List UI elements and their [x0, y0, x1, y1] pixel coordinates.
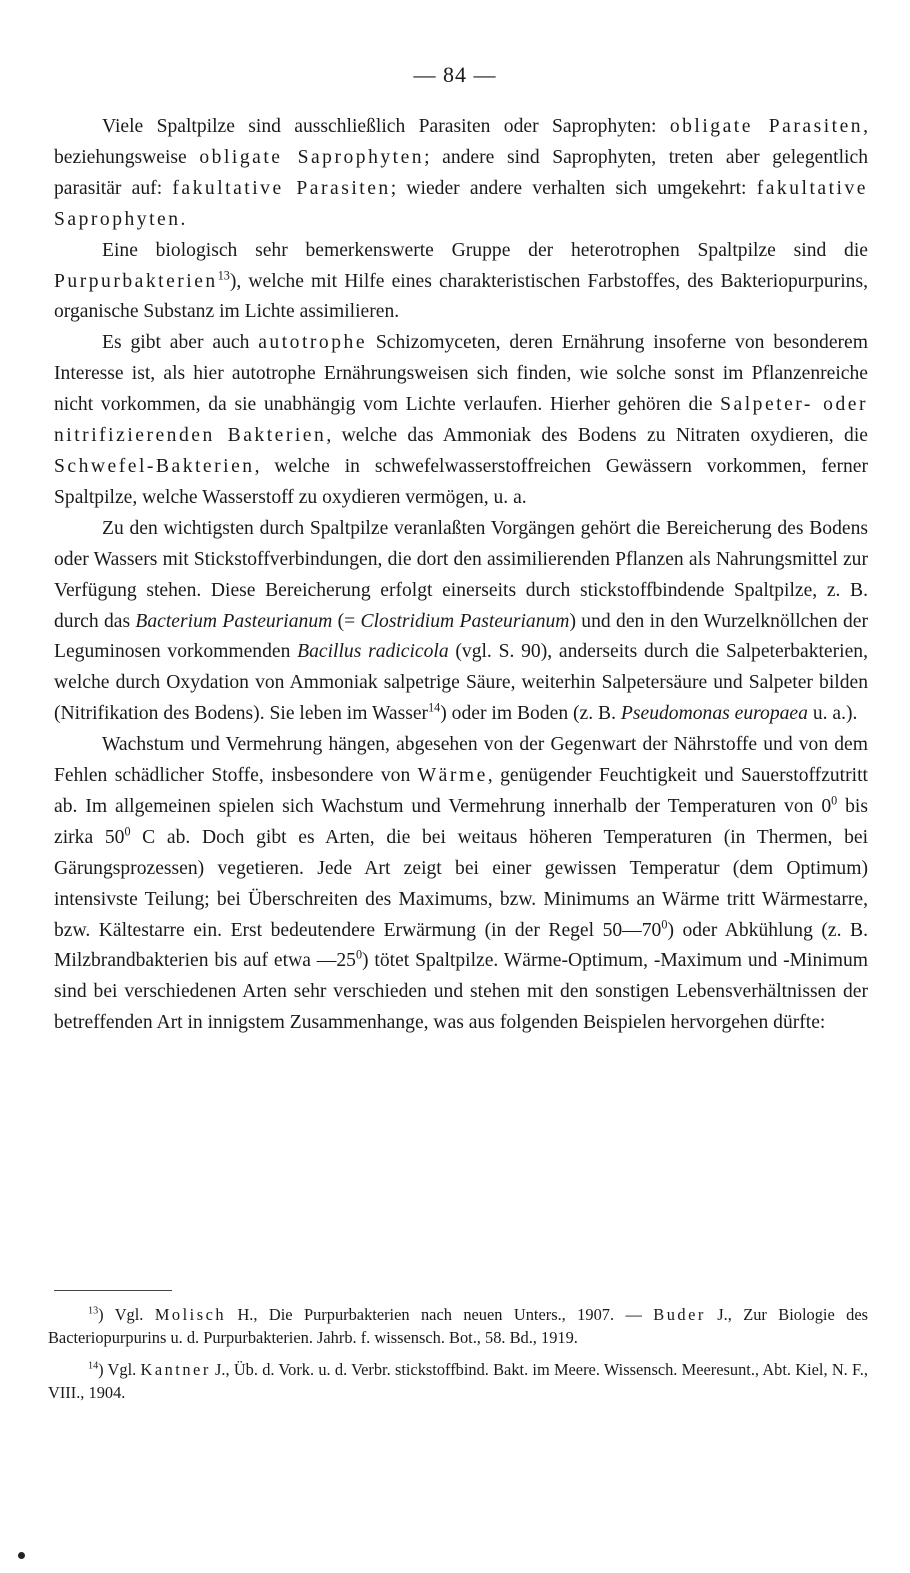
spaced-term: Buder [653, 1305, 706, 1324]
text-run: Es gibt aber auch [102, 332, 259, 354]
text-run: Eine biologisch sehr bemerkenswerte Gruppe der heterotrophen Spaltpilze sind die [102, 239, 868, 261]
italic-term: Clostridium Pasteurianum [360, 610, 570, 632]
text-run: ) oder Abkühlung (z. B. Milzbrandbakterien bis auf etwa —25 [54, 919, 868, 972]
text-run: bis zirka 50 [54, 795, 869, 848]
footnote-ref: 0 [661, 917, 668, 932]
footnote-ref: 0 [355, 947, 363, 962]
footnote-ref: 14 [88, 1360, 99, 1372]
text-run: J., Üb. d. Vork. u. d. Verbr. stickstoffbind. Bakt. im Meere. Wissensch. Meeresunt., Abt. Kiel, N. F., VIII., 1904. [48, 1360, 868, 1402]
text-run: , welche in schwefelwasserstoffreichen Gewässern vorkommen, ferner Spaltpilze, welche Wasserstoff zu oxydieren vermögen, u. a. [54, 455, 868, 508]
text-run: (= [332, 610, 361, 632]
text-run: Wachstum und Vermehrung hängen, abgesehen von der Gegenwart der Nährstoffe und von dem Fehlen schädlicher Stoffe, insbesondere von [54, 734, 868, 787]
spaced-term: Purpurbakterien [54, 270, 218, 292]
footnote-ref: 0 [124, 824, 131, 839]
paragraph [54, 112, 868, 236]
text-run: ), welche mit Hilfe eines charakteristischen Farbstoffes, des Bakteriopurpurins, organische Substanz im Lichte assimilieren. [54, 270, 868, 323]
spaced-term: obligate Parasiten [669, 116, 864, 137]
text-run: Zu den wichtigsten durch Spaltpilze veranlaßten Vorgängen gehört die Bereicherung des Bodens oder Wassers mit Stickstoffverbindungen, die dort den assimilierenden Pflanzen als Nahrungsmittel zur Verfügung stehen. Diese Bereicherung erfolgt einerseits durch stickstoffbindende Spaltpilze, z. B. durch das [54, 517, 868, 632]
spaced-term: autotrophe [258, 332, 368, 354]
text-run: Viele Spaltpilze sind ausschließlich Parasiten oder Saprophyten: [102, 116, 670, 137]
text-run: (vgl. S. 90), anderseits durch die Salpeterbakterien, welche durch Oxydation von Ammoniak salpetrige Säure, weiterhin Salpetersäure und Salpeter bilden (Nitrifikation des Bodens). Sie leben im Wasser [54, 641, 868, 725]
text-run: , genügender Feuchtigkeit und Sauerstoffzutritt ab. Im allgemeinen spielen sich Wachstum und Vermehrung innerhalb der Temperaturen von 0 [54, 765, 868, 817]
text-run: J., Zur Biologie des Bacteriopurpurins u. d. Purpurbakterien. Jahrb. f. wissensch. Bot., 58. Bd., 1919. [48, 1305, 868, 1347]
scan-speck [18, 1552, 25, 1559]
spaced-term: fakultative Saprophyten [54, 177, 868, 230]
paragraph [54, 236, 868, 329]
italic-term: Pseudomonas europaea [620, 703, 808, 725]
text-run: ) Vgl. [98, 1305, 155, 1324]
footnote [48, 1303, 868, 1349]
text-run: Schizomyceten, deren Ernährung insoferne von besonderem Interesse ist, als hier autotrophe Ernährungsweisen sich finden, wie solche sonst im Pflanzenreiche nicht vorkommen, da sie unabhängig vom Lichte verlaufen. Hierher gehören die [54, 332, 868, 416]
paragraph [54, 514, 868, 730]
body-text [54, 112, 868, 1039]
spaced-term: obligate Saprophyten [199, 146, 425, 168]
footnote [48, 1358, 868, 1404]
footnote-ref: 14 [428, 700, 441, 715]
text-run: ) und den in den Wurzelknöllchen der Leguminosen vorkommenden [54, 610, 868, 663]
text-run: H., Die Purpurbakterien nach neuen Unters., 1907. — [226, 1305, 654, 1324]
text-run: u. a.). [807, 703, 858, 725]
footnote-ref: 13 [217, 268, 230, 282]
spaced-term: Molisch [154, 1305, 227, 1324]
footnote-ref: 13 [88, 1305, 99, 1317]
spaced-term: fakultative Parasiten [172, 177, 391, 199]
spaced-term: Salpeter- oder nitrifizierenden Bakterien [54, 394, 869, 447]
text-run: ) oder im Boden (z. B. [440, 703, 621, 725]
page-number: — 84 — [413, 62, 497, 87]
text-run: ; andere sind Saprophyten, treten aber gelegentlich parasitär auf: [54, 146, 868, 199]
footnote-ref: 0 [831, 793, 838, 808]
paragraph [54, 328, 868, 513]
italic-term: Bacillus radicicola [297, 641, 449, 663]
footnotes [48, 1303, 868, 1413]
text-run: . [180, 208, 186, 230]
paragraph [54, 730, 868, 1039]
spaced-term: Kantner [140, 1360, 211, 1379]
text-run: , beziehungsweise [54, 116, 868, 168]
italic-term: Bacterium Pasteurianum [135, 610, 333, 632]
footnote-separator [54, 1290, 172, 1291]
text-run: ) Vgl. [98, 1360, 141, 1379]
spaced-term: Schwefel-Bakterien [54, 455, 255, 477]
spaced-term: Wärme [417, 765, 488, 787]
text-run: , welche das Ammoniak des Bodens zu Nitraten oxydieren, die [326, 425, 868, 447]
text-run: ) tötet Spaltpilze. Wärme-Optimum, -Maximum und -Minimum sind bei verschiedenen Arten sehr verschieden und stehen mit den sonstigen Lebensverhältnissen der betreffenden Art in innigstem Zusammenhange, was aus folgenden Beispielen hervorgehen dürfte: [54, 950, 868, 1034]
text-run: ; wieder andere verhalten sich umgekehrt: [390, 177, 757, 199]
text-run: C ab. Doch gibt es Arten, die bei weitaus höheren Temperaturen (in Thermen, bei Gärungsprozessen) vegetieren. Jede Art zeigt bei einer gewissen Temperatur (dem Optimum) intensivste Teilung; bei Überschreiten des Maximums, bzw. Minimums an Wärme tritt Wärmestarre, bzw. Kältestarre ein. Erst bedeutendere Erwärmung (in der Regel 50—70 [54, 826, 869, 941]
